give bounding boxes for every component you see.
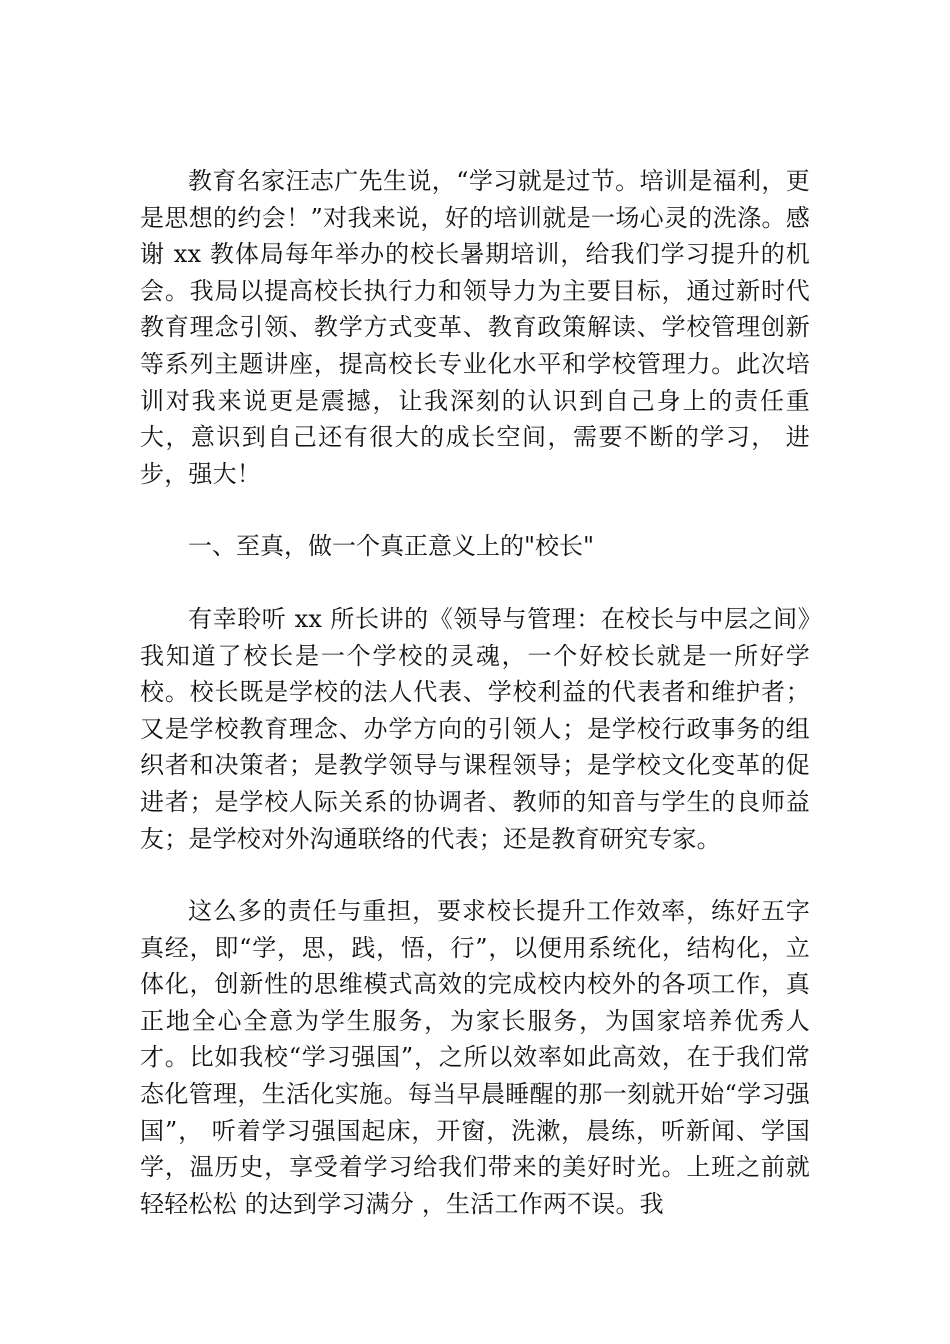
- paragraph-spacer: [140, 492, 810, 528]
- paragraph-spacer: [140, 565, 810, 601]
- document-page: [140, 163, 810, 1222]
- section-heading-1: 一、至真，做一个真正意义上的"校长": [188, 532, 595, 561]
- paragraph-responsibilities: 这么多的责任与重担，要求校长提升工作效率，练好五字真经，即“学，思，践，悟，行”，以便用系统化，结构化，立体化，创新性的思维模式高效的完成校内校外的各项工作，真正地全心全意为学生服务，为家长服务，为国家培养优秀人才。比如我校“学习强国”，之所以效率如此高效，在于我们常态化管理，生活化实施。每当早晨睡醒的那一刻就开始“学习强国”， 听着学习强国起床，开窗，洗漱，晨练，听新闻、学国学，温历史，享受着学习给我们带来的美好时光。上班之前就轻轻松松 的达到学习满分 ，生活工作两不误。我: [140, 897, 810, 1218]
- paragraph-intro: 教育名家汪志广先生说，“学习就是过节。培训是福利，更是思想的约会！”对我来说，好的培训就是一场心灵的洗涤。感谢 xx 教体局每年举办的校长暑期培训，给我们学习提升的机会。我局以提高校长执行力和领导力为主要目标，通过新时代教育理念引领、教学方式变革、教育政策解读、学校管理创新等系列主题讲座，提高校长专业化水平和学校管理力。此次培训对我来说更是震撼，让我深刻的认识到自己身上的责任重大，意识到自己还有很大的成长空间，需要不断的学习， 进步，强大！: [140, 167, 810, 488]
- paragraph-spacer: [140, 857, 810, 893]
- paragraph-principal-role: 有幸聆听 xx 所长讲的《领导与管理：在校长与中层之间》我知道了校长是一个学校的灵魂，一个好校长就是一所好学校。校长既是学校的法人代表、学校利益的代表者和维护者；又是学校教育理念、办学方向的引领人；是学校行政事务的组织者和决策者；是教学领导与课程领导；是学校文化变革的促进者；是学校人际关系的协调者、教师的知音与学生的良师益友；是学校对外沟通联络的代表；还是教育研究专家。: [140, 604, 810, 853]
